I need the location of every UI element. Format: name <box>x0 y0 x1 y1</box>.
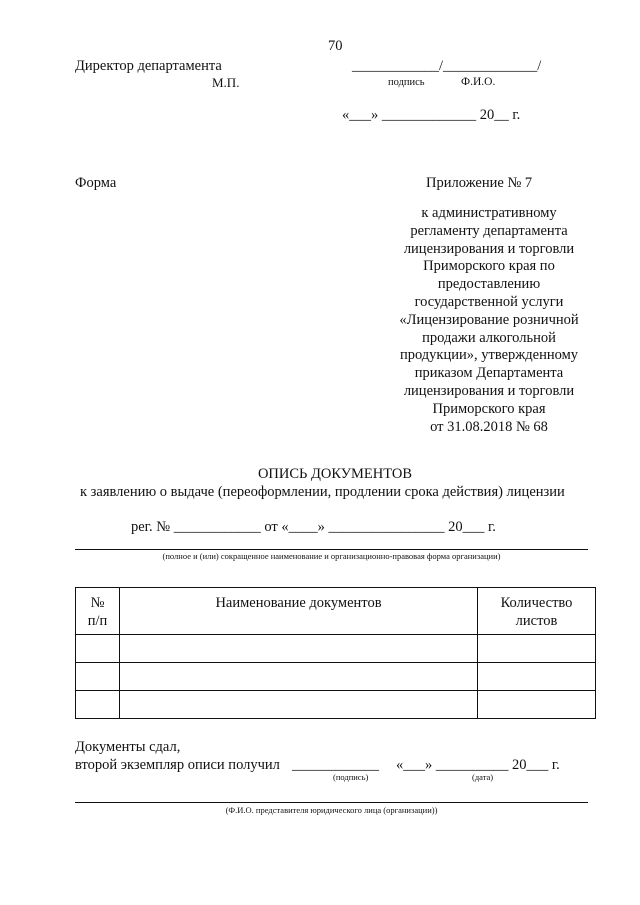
organization-name-line[interactable] <box>75 549 588 550</box>
appendix-line: Приморского края по <box>423 258 555 275</box>
appendix-description <box>378 205 600 436</box>
page-number: 70 <box>328 38 343 54</box>
appendix-line: Приморского края <box>432 400 546 417</box>
signature-blank[interactable]: ____________ <box>292 757 379 773</box>
signature-caption: (подпись) <box>333 772 369 782</box>
table-cell-number[interactable] <box>76 635 120 663</box>
table-row <box>76 691 596 719</box>
receipt-date-blank[interactable]: «___» __________ 20___ г. <box>396 757 560 773</box>
column-number-header: № п/п <box>76 588 120 635</box>
representative-name-line[interactable] <box>75 802 588 803</box>
table-cell-document[interactable] <box>120 691 478 719</box>
table-row <box>76 663 596 691</box>
appendix-line: от 31.08.2018 № 68 <box>430 418 548 435</box>
form-label: Форма <box>75 175 117 191</box>
director-label: Директор департамента <box>75 58 222 74</box>
date-caption: (дата) <box>472 772 494 782</box>
table-cell-document[interactable] <box>120 663 478 691</box>
fio-label: Ф.И.О. <box>461 76 496 88</box>
table-cell-document[interactable] <box>120 635 478 663</box>
appendix-line: к административному <box>421 205 557 221</box>
appendix-line: государственной услуги <box>414 293 564 310</box>
signature-label: подпись <box>388 77 425 88</box>
signature-fields: ____________/_____________/ <box>352 58 542 74</box>
appendix-line: регламенту департамента <box>410 222 568 239</box>
handed-over-label: Документы сдал, <box>75 739 181 755</box>
appendix-title: Приложение № 7 <box>426 175 533 191</box>
seal-label: М.П. <box>212 75 240 90</box>
representative-caption: (Ф.И.О. представителя юридического лица (организации)) <box>225 805 438 815</box>
column-documents-header: Наименование документов <box>120 588 478 635</box>
table-cell-sheets[interactable] <box>478 691 596 719</box>
table-row <box>76 635 596 663</box>
organization-caption: (полное и (или) сокращенное наименование и организационно-правовая форма организации) <box>162 551 501 561</box>
documents-table <box>75 587 596 719</box>
appendix-line: предоставлению <box>437 276 541 293</box>
column-sheets-header: Количество листов <box>478 588 596 635</box>
table-cell-number[interactable] <box>76 691 120 719</box>
document-title: ОПИСЬ ДОКУМЕНТОВ <box>257 466 413 482</box>
received-label: второй экземпляр описи получил <box>75 757 280 773</box>
appendix-line: «Лицензирование розничной <box>399 311 579 328</box>
appendix-line: продукции», утвержденному <box>399 347 579 364</box>
table-cell-number[interactable] <box>76 663 120 691</box>
approval-date-line: «___» _____________ 20__ г. <box>342 107 521 123</box>
table-cell-sheets[interactable] <box>478 635 596 663</box>
appendix-line: приказом Департамента <box>414 365 564 382</box>
table-header-row <box>76 588 596 635</box>
document-subtitle: к заявлению о выдаче (переоформлении, продлении срока действия) лицензии <box>80 484 565 500</box>
appendix-line: лицензирования и торговли <box>403 240 575 257</box>
table-cell-sheets[interactable] <box>478 663 596 691</box>
registration-line: рег. № ____________ от «____» ________________ 20___ г. <box>131 519 496 535</box>
appendix-line: продажи алкогольной <box>422 329 556 346</box>
appendix-line: лицензирования и торговли <box>403 382 575 399</box>
